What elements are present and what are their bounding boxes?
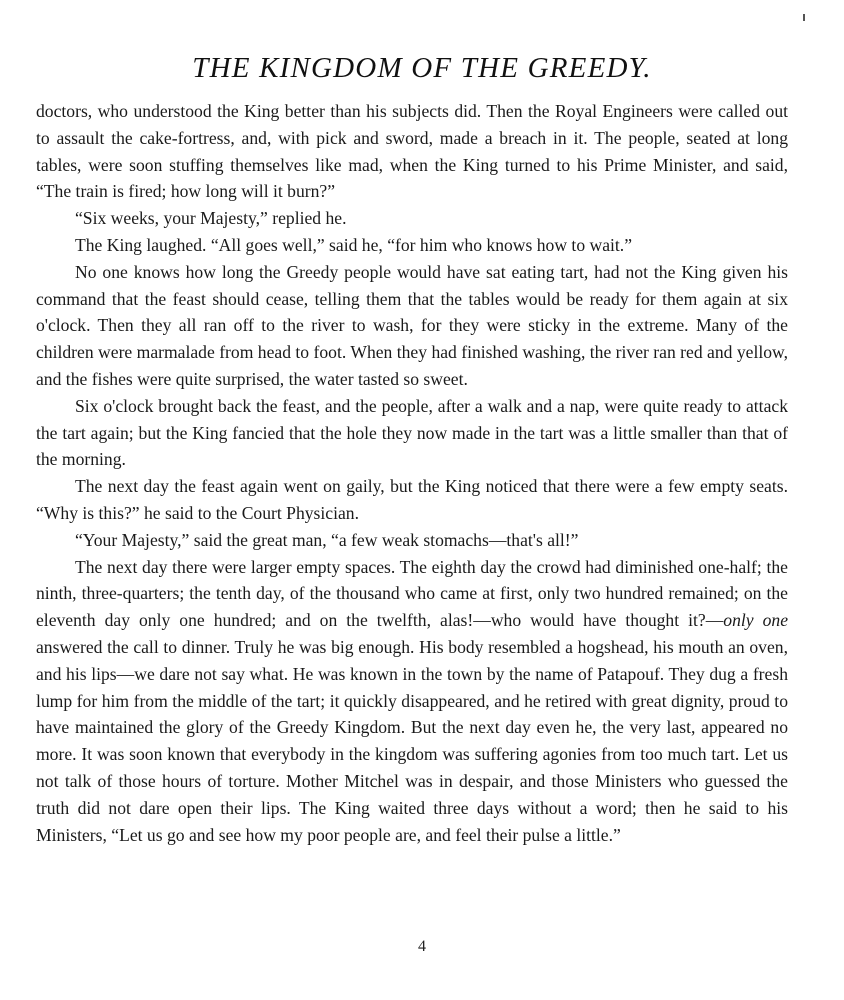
page-number: 4 [418, 938, 426, 955]
paragraph-physician-reply: “Your Majesty,” said the great man, “a few weak stomachs—that's all!” [75, 529, 579, 550]
paragraph-patapouf-after: answered the call to dinner. Truly he was big enough. His body resembled a hogshead, his mouth an oven, and his lips—we dare not say what. He was known in the town by the name of Patapouf. They dug a fresh lump for him from the middle of the tart; it quickly disappeared, and he retired with great dignity, proud to have maintained the glory of the Greedy Kingdom. But the next day even he, the very last, appeared no more. It was soon known that everybody in the kingdom was suffering agonies from too much tart. Let us not talk of those hours of torture. Mother Mitchel was in despair, and those Ministers who guessed the truth did not dare open their lips. The King waited three days without a word; then he said to his Ministers, “Let us go and see how my poor people are, and feel their pulse a little.” [36, 636, 788, 845]
paragraph-six-oclock: Six o'clock brought back the feast, and the people, after a walk and a nap, were quite ready to attack the tart again; but the King fancied that the hole they now made in the tart was a little smaller than that of the morning. [36, 395, 788, 470]
scan-speck [803, 14, 805, 21]
paragraph-patapouf-before: The next day there were larger empty spaces. The eighth day the crowd had diminished one-half; the ninth, three-quarters; the tenth day, of the thousand who came at first, only two hundred remained; on the eleventh day only one hundred; and on the twelfth, alas!—who would have thought it?— [36, 556, 788, 631]
paragraph-continuation: doctors, who understood the King better than his subjects did. Then the Royal Engineers were called out to assault the cake-fortress, and, with pick and sword, made a breach in it. The people, seated at long tables, were soon stuffing themselves like mad, when the King turned to his Prime Minister, and said, “The train is fired; how long will it burn?” [36, 101, 788, 202]
paragraph-reply: “Six weeks, your Majesty,” replied he. [75, 208, 347, 229]
body-text [36, 98, 788, 848]
paragraph-next-day: The next day the feast again went on gaily, but the King noticed that there were a few empty seats. “Why is this?” he said to the Court Physician. [36, 476, 788, 523]
paragraph-patapouf [36, 554, 788, 849]
paragraph-king-laughed: The King laughed. “All goes well,” said he, “for him who knows how to wait.” [75, 234, 633, 255]
emphasis-only-one: only one [723, 610, 788, 631]
paragraph-feast-cease: No one knows how long the Greedy people would have sat eating tart, had not the King given his command that the feast should cease, telling them that the tables would be ready for them again at six o'clock. Then they all ran off to the river to wash, for they were sticky in the extreme. Many of the children were marmalade from head to foot. When they had finished washing, the river ran red and yellow, and the fishes were quite surprised, the water tasted so sweet. [36, 261, 788, 389]
running-header: THE KINGDOM OF THE GREEDY. [192, 52, 652, 84]
